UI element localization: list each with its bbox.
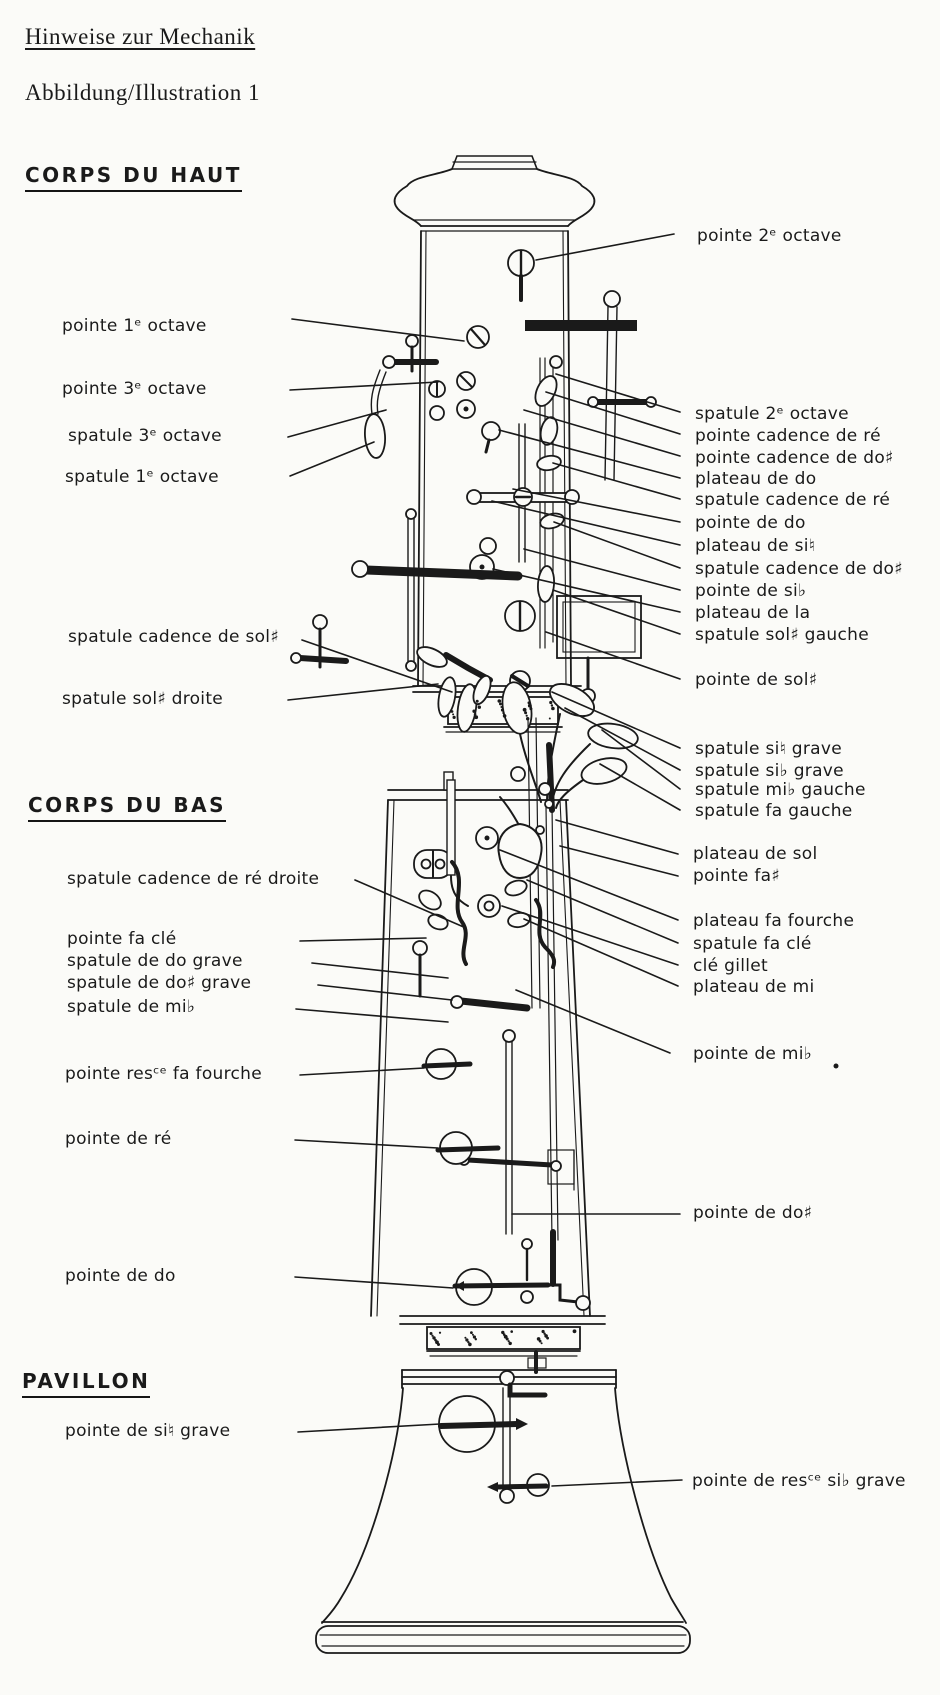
figure-caption: Abbildung/Illustration 1: [25, 80, 260, 105]
section-heading-pavillon: PAVILLON: [22, 1369, 150, 1398]
part-label-spatule-2-octave: spatule 2ᵉ octave: [695, 404, 849, 424]
part-label-pointe-1-octave: pointe 1ᵉ octave: [62, 316, 207, 336]
leader-line: [290, 442, 374, 476]
leader-line: [524, 919, 678, 986]
part-label-pointe-de-sol: pointe de sol♯: [695, 670, 818, 690]
part-label-pointe-fa: pointe fa♯: [693, 866, 780, 886]
leader-line: [296, 1009, 448, 1022]
part-label-pointe-de-re: pointe de ré: [65, 1129, 172, 1149]
part-label-spatule-sol-gauche: spatule sol♯ gauche: [695, 625, 869, 645]
part-label-spatule-de-mi: spatule de mi♭: [67, 997, 196, 1017]
leader-line: [516, 990, 670, 1053]
part-label-pointe-2-octave: pointe 2ᵉ octave: [697, 226, 842, 246]
part-label-pointe-cadence-de-do: pointe cadence de do♯: [695, 448, 894, 468]
leader-line: [298, 1424, 440, 1432]
part-label-spatule-cadence-de-do: spatule cadence de do♯: [695, 559, 903, 579]
part-label-spatule-de-do-grave: spatule de do♯ grave: [67, 973, 252, 993]
leader-line: [600, 764, 680, 810]
leader-line: [492, 501, 680, 545]
leader-line: [295, 1140, 438, 1148]
part-label-plateau-de-la: plateau de la: [695, 603, 811, 623]
part-label-spatule-si-grave: spatule si♭ grave: [695, 761, 844, 781]
part-label-pointe-res-fa-fourche: pointe resᶜᵉ fa fourche: [65, 1064, 262, 1084]
part-label-spatule-fa-gauche: spatule fa gauche: [695, 801, 853, 821]
page-title: Hinweise zur Mechanik: [25, 24, 256, 49]
leader-line: [499, 430, 680, 478]
leader-line: [546, 392, 680, 434]
upper-joint-drawing: [291, 156, 656, 733]
print-dot-artifact: [834, 1064, 839, 1069]
part-label-cle-gillet: clé gillet: [693, 956, 769, 976]
leader-line: [300, 1068, 424, 1075]
part-label-spatule-fa-cle: spatule fa clé: [693, 934, 812, 954]
leader-line: [290, 382, 438, 390]
part-label-pointe-3-octave: pointe 3ᵉ octave: [62, 379, 207, 399]
part-label-spatule-cadence-de-sol: spatule cadence de sol♯: [68, 627, 279, 647]
part-label-pointe-de-si: pointe de si♭: [695, 581, 807, 601]
leader-line: [513, 489, 680, 522]
leader-line: [556, 374, 680, 412]
leader-line: [552, 1480, 682, 1486]
leader-line: [536, 234, 674, 260]
leader-line: [295, 1277, 453, 1288]
part-label-plateau-fa-fourche: plateau fa fourche: [693, 911, 855, 931]
part-label-spatule-de-do-grave: spatule de do grave: [67, 951, 243, 971]
part-label-plateau-de-do: plateau de do: [695, 469, 817, 489]
part-label-pointe-fa-cle: pointe fa clé: [67, 929, 177, 949]
leader-line: [560, 846, 678, 876]
leader-line: [318, 985, 452, 1000]
leader-line: [292, 319, 464, 341]
part-label-spatule-1-octave: spatule 1ᵉ octave: [65, 467, 219, 487]
part-label-pointe-de-si-grave: pointe de si♮ grave: [65, 1421, 231, 1441]
section-heading-corps-du-haut: CORPS DU HAUT: [25, 163, 242, 192]
part-label-plateau-de-si: plateau de si♮: [695, 536, 816, 556]
part-label-pointe-cadence-de-re: pointe cadence de ré: [695, 426, 881, 446]
section-heading-corps-du-bas: CORPS DU BAS: [28, 793, 226, 822]
part-label-pointe-de-do: pointe de do: [65, 1266, 176, 1286]
leader-line: [300, 938, 426, 941]
part-label-pointe-de-mi: pointe de mi♭: [693, 1044, 813, 1064]
part-label-pointe-de-do: pointe de do♯: [693, 1203, 813, 1223]
leader-line: [502, 906, 678, 965]
part-label-spatule-sol-droite: spatule sol♯ droite: [62, 689, 224, 709]
part-label-spatule-3-octave: spatule 3ᵉ octave: [68, 426, 222, 446]
bell-drawing: [316, 1370, 690, 1653]
part-label-pointe-de-do: pointe de do: [695, 513, 806, 533]
part-label-plateau-de-sol: plateau de sol: [693, 844, 818, 864]
part-label-spatule-mi-gauche: spatule mi♭ gauche: [695, 780, 866, 800]
leader-line: [355, 880, 466, 928]
part-label-pointe-de-res-si-grave: pointe de resᶜᵉ si♭ grave: [692, 1471, 906, 1491]
leader-line: [312, 963, 448, 978]
part-label-spatule-cadence-de-re: spatule cadence de ré: [695, 490, 891, 510]
part-label-spatule-si-grave: spatule si♮ grave: [695, 739, 842, 759]
part-label-spatule-cadence-de-re-droite: spatule cadence de ré droite: [67, 869, 320, 889]
part-label-plateau-de-mi: plateau de mi: [693, 977, 815, 997]
